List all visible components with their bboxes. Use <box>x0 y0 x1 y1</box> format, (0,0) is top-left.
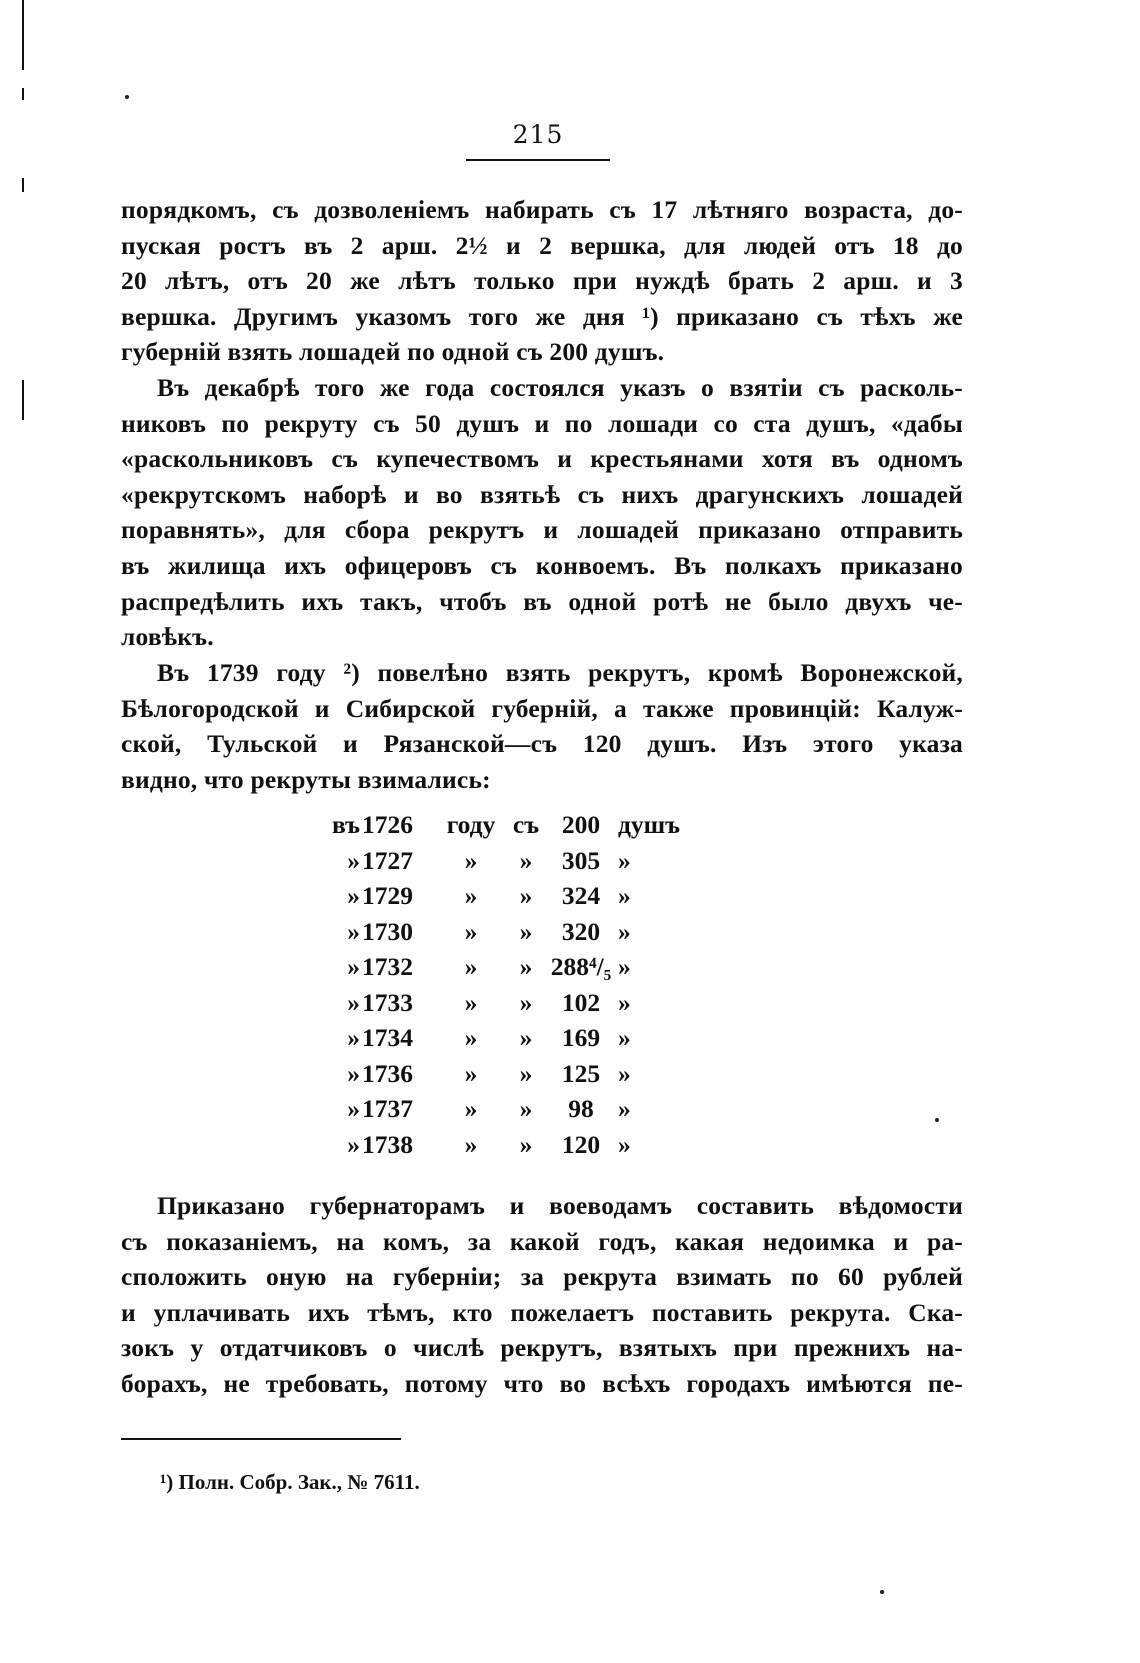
ledger-ditto: » <box>618 916 631 946</box>
text-line: зокъ у отдатчиковъ о числѣ рекрутъ, взятыхъ при прежнихъ на- <box>121 1333 963 1363</box>
text-line: Въ 1739 году ²) повелѣно взять рекрутъ, кромѣ Воронежской, <box>157 658 963 687</box>
ledger-number: 305 <box>561 845 601 875</box>
ledger-ditto: » <box>618 1129 631 1159</box>
ledger-prefix: въ <box>331 810 360 839</box>
ledger-ditto: » <box>464 1023 478 1052</box>
ledger-ditto: » <box>519 1058 533 1088</box>
ledger-year: 1737 <box>362 1094 413 1123</box>
ledger-row <box>320 881 720 917</box>
text-line: борахъ, не требовать, потому что во всѣхъ городахъ имѣются пе- <box>121 1368 963 1398</box>
footnote-rule <box>121 1438 401 1440</box>
ledger-year: 1733 <box>362 987 413 1017</box>
text-line: никовъ по рекруту съ 50 душъ и по лошади со ста душъ, «дабы <box>121 408 963 438</box>
ledger-ditto: » <box>519 1094 533 1123</box>
ledger-ditto: » <box>618 845 631 875</box>
text-line: порядкомъ, съ дозволеніемъ набирать съ 17 лѣтняго возраста, до- <box>121 195 963 224</box>
text-line: съ показаніемъ, на комъ, за какой годъ, какая недоимка и ра- <box>121 1226 963 1256</box>
page-number: 215 <box>512 120 564 149</box>
text-line: 20 лѣтъ, отъ 20 же лѣтъ только при нуждѣ брать 2 арш. и 3 <box>121 266 963 296</box>
ledger-year: 1736 <box>362 1058 413 1088</box>
text-line: распредѣлить ихъ такъ, чтобъ въ одной ротѣ не было двухъ че- <box>121 586 963 616</box>
ledger-ditto: » <box>464 1129 478 1159</box>
ledger-number: 288⁴/₅ <box>550 952 612 981</box>
text-line: «раскольниковъ съ купечествомъ и крестьянами хотя въ одномъ <box>121 444 963 474</box>
scan-speck <box>880 1590 884 1594</box>
ledger-row <box>320 917 720 953</box>
ledger-year: 1726 <box>362 810 413 839</box>
ledger-number: 98 <box>568 1094 594 1123</box>
scan-edge-mark <box>22 0 24 70</box>
ledger-ditto: » <box>618 1058 631 1088</box>
text-line: видно, что рекруты взимались: <box>121 764 491 794</box>
ledger-year: 1734 <box>362 1023 413 1052</box>
ledger-row <box>320 1023 720 1059</box>
ledger-row <box>320 1130 720 1166</box>
ledger-number: 102 <box>561 987 601 1017</box>
ledger-ditto: » <box>464 1094 478 1123</box>
ledger-row <box>320 1094 720 1130</box>
text-line: Приказано губернаторамъ и воеводамъ составить вѣдомости <box>157 1191 963 1220</box>
scan-edge-mark <box>22 88 24 100</box>
paragraph-3 <box>121 655 963 797</box>
ledger-number: 125 <box>561 1058 601 1088</box>
ledger-ditto: » <box>347 916 360 946</box>
ledger-ditto: » <box>347 845 360 875</box>
ledger-ditto: » <box>519 952 533 981</box>
scan-edge-mark <box>22 178 24 192</box>
ledger-ditto: » <box>519 1129 533 1159</box>
ledger-row <box>320 1059 720 1095</box>
ledger-number: 320 <box>561 916 601 946</box>
scan-speck <box>935 1118 939 1122</box>
ledger-ditto: » <box>464 881 478 910</box>
paragraph-1 <box>121 192 963 370</box>
ledger-number: 169 <box>561 1023 601 1052</box>
ledger-number: 324 <box>561 881 601 910</box>
ledger-ditto: » <box>519 845 533 875</box>
ledger-row <box>320 952 720 988</box>
text-line: въ жилища ихъ офицеровъ съ конвоемъ. Въ полкахъ приказано <box>121 550 963 580</box>
text-line: и уплачивать ихъ тѣмъ, кто пожелаетъ поставить рекрута. Ска- <box>121 1297 963 1327</box>
ledger-ditto: » <box>347 1023 360 1052</box>
ledger-ditto: » <box>618 1094 631 1123</box>
footnote: ¹) Полн. Собр. Зак., № 7611. <box>160 1470 420 1494</box>
ledger-year: 1729 <box>362 881 413 910</box>
ledger-unit: году <box>446 810 496 839</box>
ledger-ditto: » <box>347 987 360 1017</box>
ledger-ditto: » <box>347 1129 360 1159</box>
ledger-ditto-rows <box>320 846 720 1166</box>
text-line: поравнять», для сбора рекрутъ и лошадей приказано отправить <box>121 515 963 545</box>
text-line: Бѣлогородской и Сибирской губерній, а также провинцій: Калуж- <box>121 693 963 723</box>
ledger-number: 120 <box>561 1129 601 1159</box>
ledger-row <box>320 846 720 882</box>
ledger-from: съ <box>512 810 540 839</box>
text-line: сположить оную на губерніи; за рекрута взимать по 60 рублей <box>121 1262 963 1292</box>
ledger-row <box>320 810 720 846</box>
text-line: пуская ростъ въ 2 арш. 2½ и 2 вершка, для людей отъ 18 до <box>121 230 963 260</box>
page-number-rule <box>466 159 610 161</box>
paragraph-4 <box>121 1188 963 1402</box>
ledger-year: 1727 <box>362 845 413 875</box>
ledger-ditto: » <box>464 987 478 1017</box>
ledger-row <box>320 988 720 1024</box>
text-line: губерній взять лошадей по одной съ 200 душъ. <box>121 337 665 367</box>
ledger-ditto: » <box>347 1094 360 1123</box>
ledger-ditto: » <box>519 881 533 910</box>
ledger-ditto: » <box>519 987 533 1017</box>
ledger-ditto: » <box>618 987 631 1017</box>
ledger-ditto: » <box>618 1023 631 1052</box>
ledger-ditto: » <box>347 952 360 981</box>
ledger-ditto: » <box>464 845 478 875</box>
text-line: ловѣкъ. <box>121 622 214 652</box>
ledger-ditto: » <box>464 916 478 946</box>
recruitment-ledger <box>320 810 720 1165</box>
text-line: ской, Тульской и Рязанской—съ 120 душъ. Изъ этого указа <box>121 729 963 759</box>
ledger-ditto: » <box>464 952 478 981</box>
scan-edge-mark <box>22 380 24 420</box>
ledger-ditto: » <box>347 1058 360 1088</box>
text-line: «рекрутскомъ наборѣ и во взятьѣ съ нихъ драгунскихъ лошадей <box>121 479 963 509</box>
ledger-ditto: » <box>519 1023 533 1052</box>
ledger-ditto: » <box>347 881 360 910</box>
ledger-year: 1732 <box>362 952 413 981</box>
ledger-ditto: » <box>618 881 631 910</box>
ledger-ditto: » <box>464 1058 478 1088</box>
ledger-ditto: » <box>519 916 533 946</box>
ledger-number: 200 <box>561 810 601 839</box>
ledger-souls: душъ <box>618 810 681 839</box>
scan-speck <box>125 95 129 99</box>
text-line: Въ декабрѣ того же года состоялся указъ о взятіи съ расколь- <box>157 373 963 402</box>
ledger-year: 1730 <box>362 916 413 946</box>
text-line: вершка. Другимъ указомъ того же дня ¹) приказано съ тѣхъ же <box>121 301 963 331</box>
ledger-year: 1738 <box>362 1129 413 1159</box>
ledger-ditto: » <box>618 952 631 981</box>
paragraph-2 <box>121 370 963 655</box>
